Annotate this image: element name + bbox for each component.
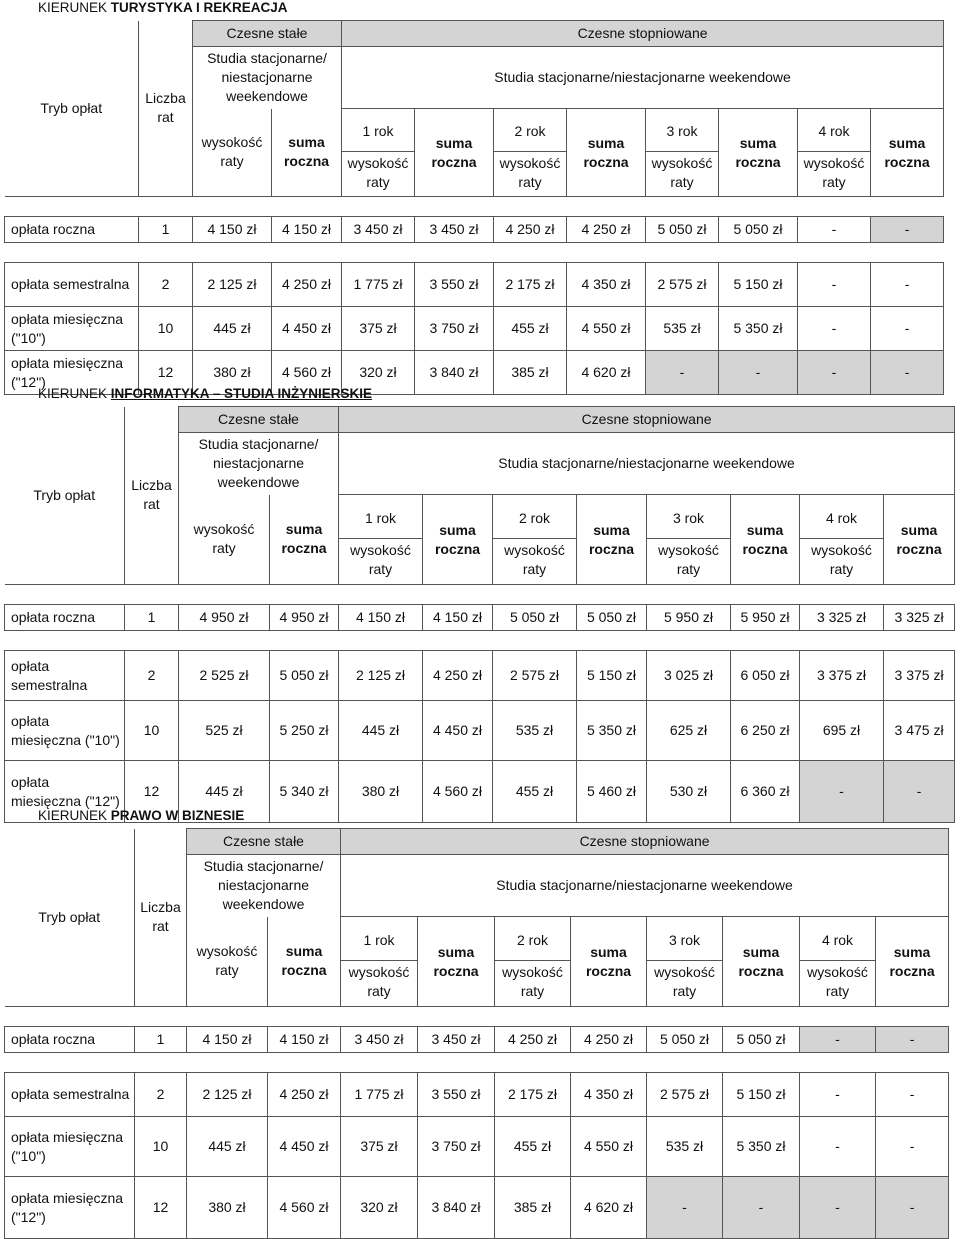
header-rok-2-suma: suma roczna <box>567 109 646 197</box>
header-rok-1-suma: suma roczna <box>418 917 495 1007</box>
table-row <box>5 1073 949 1117</box>
row-value: 3 450 zł <box>415 217 494 243</box>
section-prefix: KIERUNEK <box>38 386 111 401</box>
header-wysokosc-raty: wysokość raty <box>803 155 865 190</box>
section-title <box>38 808 244 824</box>
header-rok-2-suma: suma roczna <box>577 495 647 585</box>
row-value: 525 zł <box>179 701 270 761</box>
header-rok-4: 4 rok <box>798 111 870 152</box>
header-tryb: Tryb opłat <box>5 829 135 1007</box>
row-value: 4 450 zł <box>268 1117 341 1177</box>
row-value: 535 zł <box>646 307 719 351</box>
row-value: 535 zł <box>647 1117 723 1177</box>
row-value: 6 360 zł <box>731 761 800 823</box>
header-rok-2: 2 rok <box>495 920 570 961</box>
section-name: INFORMATYKA – STUDIA INŻYNIERSKIE <box>110 386 373 401</box>
row-value: - <box>647 1177 723 1239</box>
header-czesne-stopniowane: Czesne stopniowane <box>339 407 955 433</box>
row-liczba-rat: 12 <box>125 761 179 823</box>
row-value: 4 560 zł <box>268 1177 341 1239</box>
row-value: - <box>871 351 944 395</box>
header-rok-4-wysokosc <box>800 917 876 1007</box>
row-value: 695 zł <box>800 701 884 761</box>
header-tryb: Tryb opłat <box>5 21 139 197</box>
row-value: 1 775 zł <box>342 263 415 307</box>
row-value: 455 zł <box>495 1117 571 1177</box>
row-value: 4 950 zł <box>179 605 270 631</box>
row-value: 3 450 zł <box>341 1027 418 1053</box>
header-rok-1-suma: suma roczna <box>423 495 493 585</box>
row-liczba-rat: 1 <box>139 217 193 243</box>
section-title <box>38 386 372 402</box>
row-value: - <box>871 307 944 351</box>
header-rok-2-wysokosc <box>493 495 577 585</box>
row-liczba-rat: 2 <box>125 651 179 701</box>
row-value: - <box>646 351 719 395</box>
row-value: - <box>800 1177 876 1239</box>
header-tryb: Tryb opłat <box>5 407 125 585</box>
row-value: 375 zł <box>341 1117 418 1177</box>
row-value: 385 zł <box>495 1177 571 1239</box>
row-value: 4 620 zł <box>571 1177 647 1239</box>
row-value: 5 050 zł <box>646 217 719 243</box>
row-value: 3 375 zł <box>884 651 955 701</box>
row-tryb: opłata roczna <box>5 1027 135 1053</box>
header-rok-1-wysokosc <box>341 917 418 1007</box>
row-tryb: opłata roczna <box>5 605 125 631</box>
row-value: 5 050 zł <box>647 1027 723 1053</box>
header-wysokosc-raty: wysokość raty <box>502 964 563 999</box>
header-rok-1: 1 rok <box>339 498 422 539</box>
header-rok-3-suma: suma roczna <box>731 495 800 585</box>
row-value: 3 375 zł <box>800 651 884 701</box>
row-tryb: opłata semestralna <box>5 263 139 307</box>
row-tryb: opłata miesięczna ("12") <box>5 761 125 823</box>
section-title <box>38 0 288 16</box>
row-tryb: opłata miesięczna ("12") <box>5 1177 135 1239</box>
row-value: 4 150 zł <box>272 217 342 243</box>
row-value: 2 175 zł <box>494 263 567 307</box>
header-wysokosc-raty: wysokość raty <box>348 964 410 999</box>
header-wysokosc-raty: wysokość raty <box>350 542 411 577</box>
header-stale-wysokosc: wysokość raty <box>179 495 270 585</box>
header-rok-1-wysokosc <box>342 109 415 197</box>
section-name: PRAWO W BIZNESIE <box>110 808 245 823</box>
row-tryb: opłata miesięczna ("10") <box>5 701 125 761</box>
header-czesne-stale: Czesne stałe <box>193 21 342 47</box>
row-value: 4 950 zł <box>270 605 339 631</box>
row-value: 375 zł <box>342 307 415 351</box>
header-rok-4-wysokosc <box>800 495 884 585</box>
section-name: TURYSTYKA I REKREACJA <box>110 0 288 15</box>
row-value: - <box>800 761 884 823</box>
header-stale-wysokosc: wysokość raty <box>187 917 268 1007</box>
row-value: 2 575 zł <box>646 263 719 307</box>
row-value: 4 250 zł <box>268 1073 341 1117</box>
header-stop-studia: Studia stacjonarne/niestacjonarne weekendowe <box>339 433 955 495</box>
row-value: 2 525 zł <box>179 651 270 701</box>
header-wysokosc-raty: wysokość raty <box>499 155 561 190</box>
row-value: 380 zł <box>339 761 423 823</box>
row-value: 4 150 zł <box>193 217 272 243</box>
row-value: 2 175 zł <box>495 1073 571 1117</box>
header-stale-suma: suma roczna <box>268 917 341 1007</box>
row-liczba-rat: 10 <box>139 307 193 351</box>
section-prefix: KIERUNEK <box>38 808 111 823</box>
header-wysokosc-raty: wysokość raty <box>504 542 565 577</box>
header-stale-suma: suma roczna <box>272 109 342 197</box>
row-value: 445 zł <box>193 307 272 351</box>
row-value: - <box>800 1027 876 1053</box>
row-value: 3 750 zł <box>415 307 494 351</box>
row-value: 5 150 zł <box>719 263 798 307</box>
row-value: - <box>719 351 798 395</box>
row-value: 3 475 zł <box>884 701 955 761</box>
row-value: 320 zł <box>342 351 415 395</box>
row-value: 5 050 zł <box>270 651 339 701</box>
header-rok-2: 2 rok <box>493 498 576 539</box>
row-value: 3 840 zł <box>415 351 494 395</box>
table-row <box>5 1177 949 1239</box>
row-liczba-rat: 12 <box>139 351 193 395</box>
header-rok-4: 4 rok <box>800 920 875 961</box>
row-liczba-rat: 1 <box>135 1027 187 1053</box>
row-value: 3 840 zł <box>418 1177 495 1239</box>
header-rok-1: 1 rok <box>342 111 414 152</box>
section-prefix: KIERUNEK <box>38 0 111 15</box>
row-value: 6 050 zł <box>731 651 800 701</box>
header-rok-3-wysokosc <box>647 495 731 585</box>
header-rok-4: 4 rok <box>800 498 883 539</box>
row-value: - <box>871 217 944 243</box>
row-value: 4 250 zł <box>272 263 342 307</box>
header-rok-3-wysokosc <box>647 917 723 1007</box>
fee-table <box>4 828 949 1239</box>
row-value: 4 150 zł <box>339 605 423 631</box>
row-value: 455 zł <box>493 761 577 823</box>
row-value: 380 zł <box>187 1177 268 1239</box>
row-value: 1 775 zł <box>341 1073 418 1117</box>
row-value: 5 050 zł <box>723 1027 800 1053</box>
row-value: - <box>798 263 871 307</box>
row-value: 5 350 zł <box>723 1117 800 1177</box>
row-value: 3 025 zł <box>647 651 731 701</box>
row-value: 5 150 zł <box>577 651 647 701</box>
row-value: 445 zł <box>187 1117 268 1177</box>
header-liczba-rat: Liczba rat <box>125 407 179 585</box>
row-value: 5 050 zł <box>719 217 798 243</box>
header-rok-3-suma: suma roczna <box>723 917 800 1007</box>
row-value: 445 zł <box>179 761 270 823</box>
row-liczba-rat: 12 <box>135 1177 187 1239</box>
row-value: 4 150 zł <box>423 605 493 631</box>
row-value: 5 340 zł <box>270 761 339 823</box>
row-value: 455 zł <box>494 307 567 351</box>
row-value: 2 125 zł <box>339 651 423 701</box>
row-value: - <box>798 217 871 243</box>
header-rok-1: 1 rok <box>341 920 417 961</box>
header-stale-studia: Studia stacjonarne/ niestacjonarne weekendowe <box>187 855 341 917</box>
row-value: 4 350 zł <box>567 263 646 307</box>
row-value: 5 350 zł <box>719 307 798 351</box>
header-rok-3-wysokosc <box>646 109 719 197</box>
row-value: - <box>723 1177 800 1239</box>
row-value: 4 250 zł <box>423 651 493 701</box>
header-rok-1-suma: suma roczna <box>415 109 494 197</box>
row-liczba-rat: 2 <box>135 1073 187 1117</box>
header-rok-4-suma: suma roczna <box>876 917 949 1007</box>
row-value: - <box>800 1073 876 1117</box>
row-value: 5 150 zł <box>723 1073 800 1117</box>
table-row <box>5 307 944 351</box>
row-value: 445 zł <box>339 701 423 761</box>
header-wysokosc-raty: wysokość raty <box>654 964 715 999</box>
row-liczba-rat: 2 <box>139 263 193 307</box>
header-rok-3: 3 rok <box>647 920 722 961</box>
row-value: - <box>798 307 871 351</box>
row-liczba-rat: 10 <box>135 1117 187 1177</box>
row-liczba-rat: 10 <box>125 701 179 761</box>
row-value: 385 zł <box>494 351 567 395</box>
header-stale-wysokosc: wysokość raty <box>193 109 272 197</box>
row-value: 3 325 zł <box>800 605 884 631</box>
header-stale-studia: Studia stacjonarne/ niestacjonarne weekendowe <box>179 433 339 495</box>
row-tryb: opłata miesięczna ("10") <box>5 1117 135 1177</box>
row-value: - <box>800 1117 876 1177</box>
row-value: 2 575 zł <box>647 1073 723 1117</box>
row-value: - <box>871 263 944 307</box>
row-value: - <box>876 1177 949 1239</box>
table-row <box>5 1117 949 1177</box>
header-rok-2-wysokosc <box>495 917 571 1007</box>
row-value: 3 550 zł <box>418 1073 495 1117</box>
row-value: 3 750 zł <box>418 1117 495 1177</box>
row-value: 4 250 zł <box>495 1027 571 1053</box>
table-row <box>5 1027 949 1053</box>
row-tryb: opłata miesięczna ("12") <box>5 351 139 395</box>
row-value: 2 125 zł <box>187 1073 268 1117</box>
row-value: 4 560 zł <box>272 351 342 395</box>
row-value: 5 050 zł <box>577 605 647 631</box>
row-value: 5 250 zł <box>270 701 339 761</box>
row-value: 2 125 zł <box>193 263 272 307</box>
row-value: - <box>798 351 871 395</box>
header-wysokosc-raty: wysokość raty <box>811 542 872 577</box>
row-value: - <box>876 1117 949 1177</box>
row-value: 4 250 zł <box>567 217 646 243</box>
row-value: 3 325 zł <box>884 605 955 631</box>
table-row <box>5 701 955 761</box>
row-value: 625 zł <box>647 701 731 761</box>
header-rok-1-wysokosc <box>339 495 423 585</box>
header-czesne-stopniowane: Czesne stopniowane <box>342 21 944 47</box>
header-czesne-stale: Czesne stałe <box>179 407 339 433</box>
table-row <box>5 263 944 307</box>
row-value: 4 560 zł <box>423 761 493 823</box>
row-value: 4 250 zł <box>494 217 567 243</box>
row-value: 5 350 zł <box>577 701 647 761</box>
row-value: 3 450 zł <box>342 217 415 243</box>
row-tryb: opłata semestralna <box>5 1073 135 1117</box>
header-rok-3: 3 rok <box>647 498 730 539</box>
row-value: 5 950 zł <box>731 605 800 631</box>
row-value: 4 550 zł <box>567 307 646 351</box>
header-rok-4-wysokosc <box>798 109 871 197</box>
header-stop-studia: Studia stacjonarne/niestacjonarne weekendowe <box>342 47 944 109</box>
row-value: 4 150 zł <box>187 1027 268 1053</box>
table-row <box>5 217 944 243</box>
row-value: 320 zł <box>341 1177 418 1239</box>
row-value: - <box>876 1073 949 1117</box>
row-value: 4 350 zł <box>571 1073 647 1117</box>
row-value: 6 250 zł <box>731 701 800 761</box>
header-stop-studia: Studia stacjonarne/niestacjonarne weekendowe <box>341 855 949 917</box>
row-value: 4 150 zł <box>268 1027 341 1053</box>
table-row <box>5 605 955 631</box>
table-row <box>5 651 955 701</box>
header-wysokosc-raty: wysokość raty <box>658 542 719 577</box>
row-value: 4 450 zł <box>272 307 342 351</box>
row-tryb: opłata miesięczna ("10") <box>5 307 139 351</box>
row-value: 535 zł <box>493 701 577 761</box>
row-value: 4 250 zł <box>571 1027 647 1053</box>
row-value: - <box>876 1027 949 1053</box>
header-rok-2-suma: suma roczna <box>571 917 647 1007</box>
header-rok-3: 3 rok <box>646 111 718 152</box>
header-liczba-rat: Liczba rat <box>139 21 193 197</box>
header-czesne-stopniowane: Czesne stopniowane <box>341 829 949 855</box>
row-tryb: opłata semestralna <box>5 651 125 701</box>
header-stale-studia: Studia stacjonarne/ niestacjonarne weekendowe <box>193 47 342 109</box>
header-wysokosc-raty: wysokość raty <box>347 155 409 190</box>
header-czesne-stale: Czesne stałe <box>187 829 341 855</box>
header-wysokosc-raty: wysokość raty <box>807 964 868 999</box>
row-liczba-rat: 1 <box>125 605 179 631</box>
row-value: 5 460 zł <box>577 761 647 823</box>
header-stale-suma: suma roczna <box>270 495 339 585</box>
row-value: - <box>884 761 955 823</box>
row-value: 3 450 zł <box>418 1027 495 1053</box>
row-value: 4 550 zł <box>571 1117 647 1177</box>
row-value: 4 450 zł <box>423 701 493 761</box>
header-rok-2: 2 rok <box>494 111 566 152</box>
fee-table <box>4 406 955 823</box>
fee-table <box>4 20 944 395</box>
header-wysokosc-raty: wysokość raty <box>651 155 713 190</box>
row-value: 3 550 zł <box>415 263 494 307</box>
row-value: 380 zł <box>193 351 272 395</box>
header-rok-3-suma: suma roczna <box>719 109 798 197</box>
row-tryb: opłata roczna <box>5 217 139 243</box>
row-value: 530 zł <box>647 761 731 823</box>
row-value: 5 950 zł <box>647 605 731 631</box>
row-value: 4 620 zł <box>567 351 646 395</box>
header-rok-4-suma: suma roczna <box>871 109 944 197</box>
header-rok-2-wysokosc <box>494 109 567 197</box>
row-value: 5 050 zł <box>493 605 577 631</box>
row-value: 2 575 zł <box>493 651 577 701</box>
header-rok-4-suma: suma roczna <box>884 495 955 585</box>
header-liczba-rat: Liczba rat <box>135 829 187 1007</box>
